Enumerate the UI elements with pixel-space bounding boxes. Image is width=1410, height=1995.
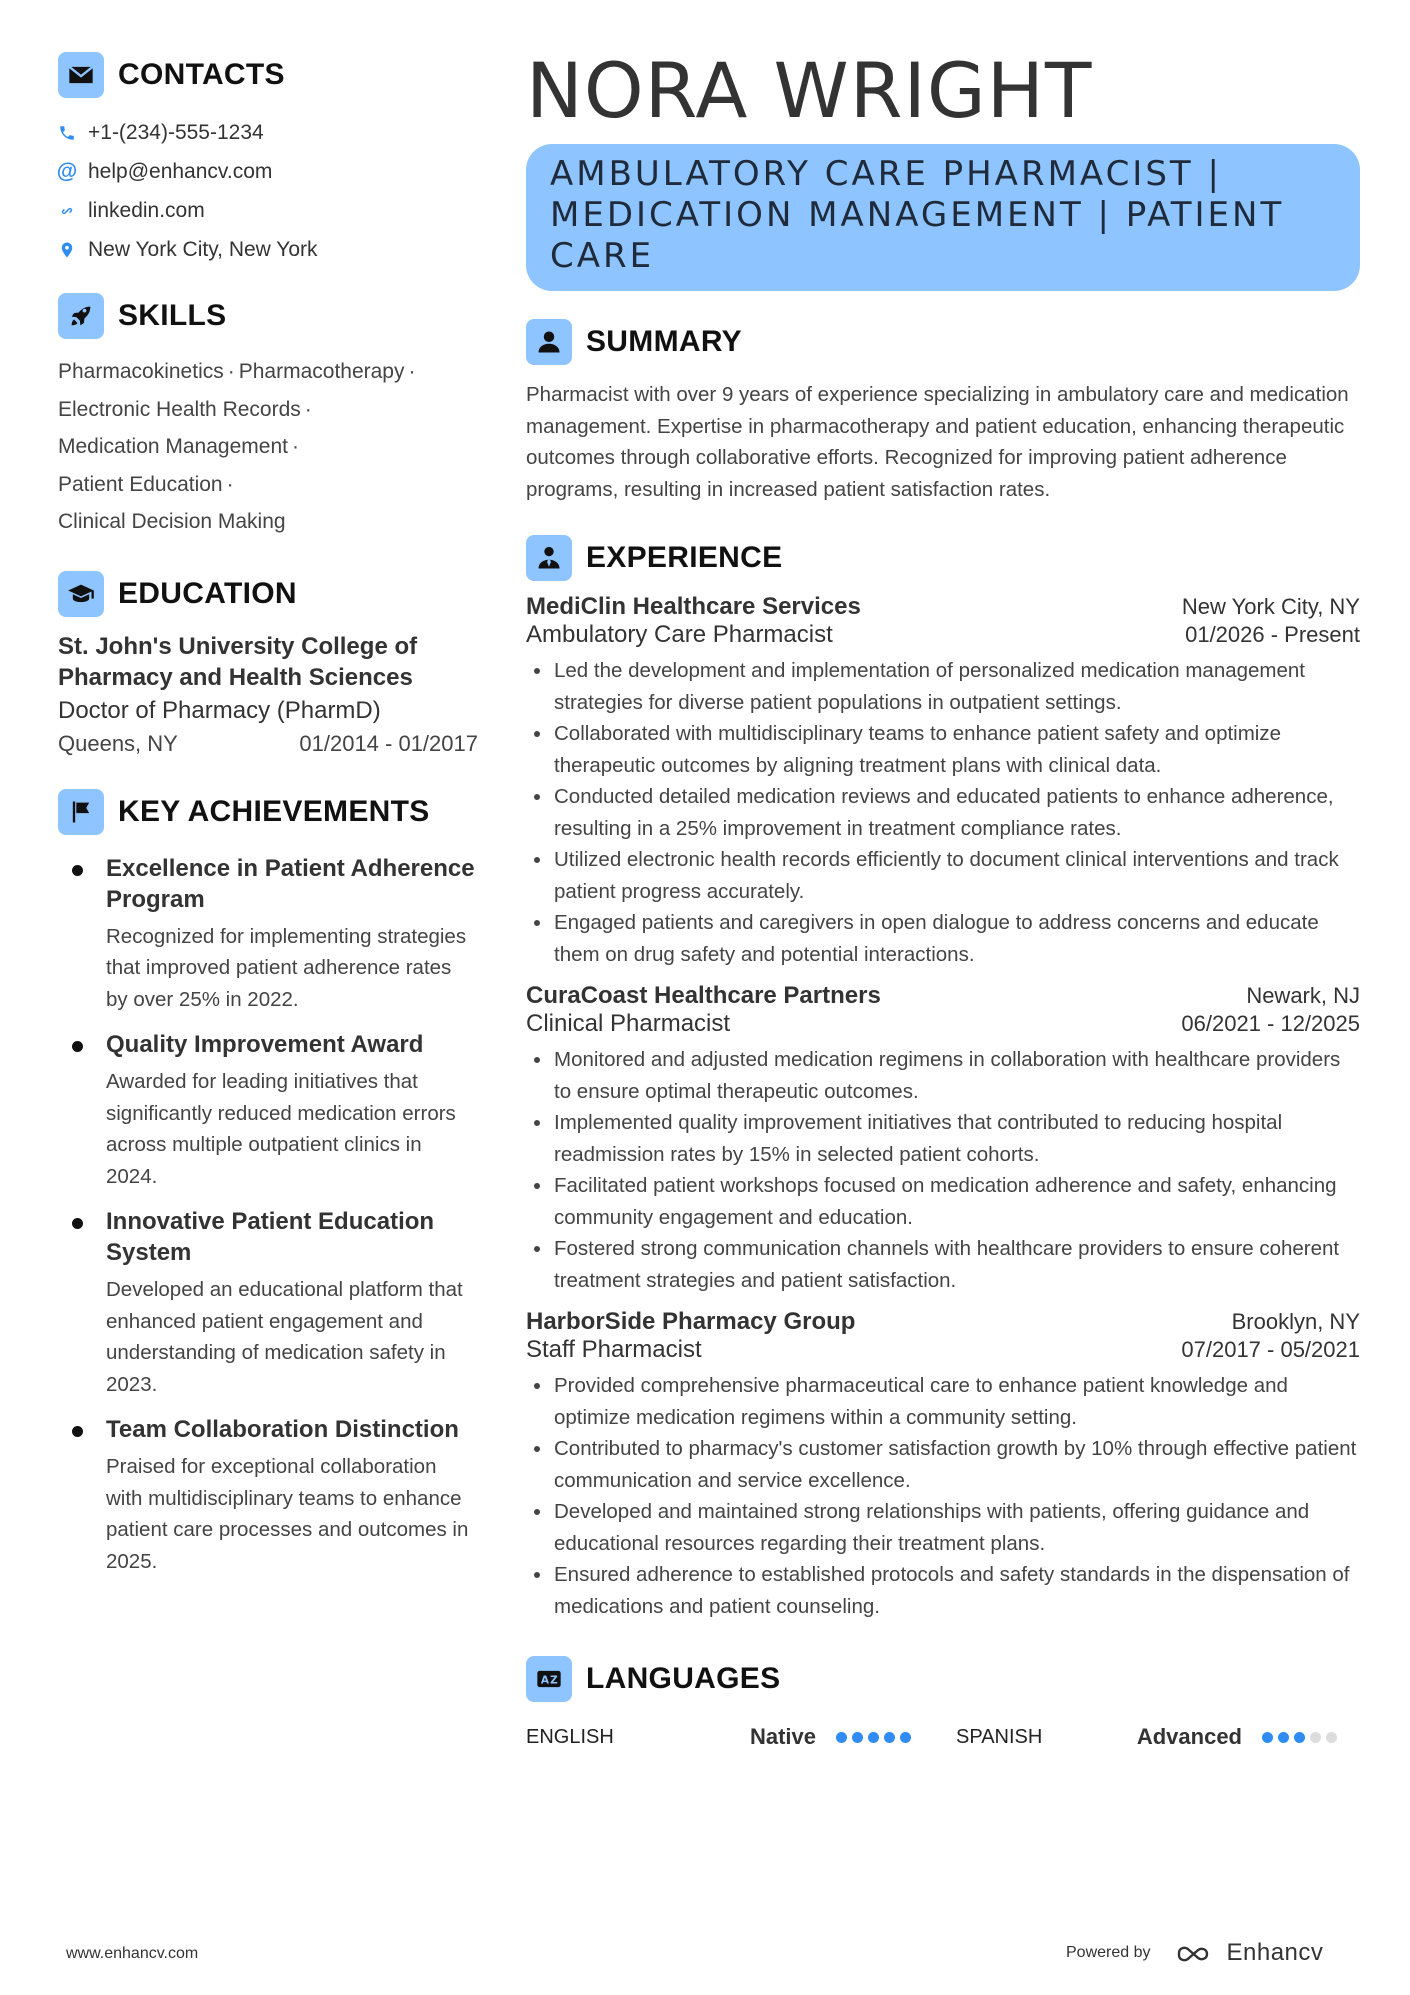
rating-dot [852, 1732, 863, 1743]
headline-line: MEDICATION MANAGEMENT | PATIENT [550, 195, 1285, 235]
summary-header [526, 319, 1360, 365]
language-name: ENGLISH [526, 1725, 614, 1748]
job-company: HarborSide Pharmacy Group [526, 1308, 856, 1335]
job-location: Brooklyn, NY [1231, 1309, 1360, 1334]
achievements-heading: KEY ACHIEVEMENTS [118, 794, 430, 828]
contact-linkedin[interactable] [58, 198, 478, 224]
education-heading: EDUCATION [118, 576, 297, 610]
education-dates: 01/2014 - 01/2017 [299, 730, 478, 756]
experience-heading: EXPERIENCE [586, 541, 783, 574]
flag-icon [58, 789, 104, 835]
enhancv-logo-icon [1175, 1941, 1221, 1965]
skill-item: Patient Education [58, 472, 223, 496]
link-icon [58, 201, 76, 221]
skills-line-5 [58, 503, 478, 541]
achievement-item [58, 1414, 478, 1577]
rating-dot [836, 1732, 847, 1743]
job-bullet: Ensured adherence to established protocols and safety standards in the dispensation of medications and patient counseling. [526, 1559, 1360, 1622]
job-bullet: Implemented quality improvement initiatives that contributed to reducing hospital readmission rates by 15% in selected patient cohorts. [526, 1107, 1360, 1170]
rating-dot [884, 1732, 895, 1743]
achievement-item [58, 853, 478, 1016]
language-item [956, 1724, 1360, 1750]
rating-dot [900, 1732, 911, 1743]
rating-dot [1294, 1732, 1305, 1743]
powered-by-text: Powered by [1066, 1944, 1151, 1961]
summary-text: Pharmacist with over 9 years of experience specializing in ambulatory care and medication management. Expertise in pharmacotherapy and patient education, enhancing therapeutic outcomes through collaborative efforts. Recognized for improving patient adherence programs, resulting in increased patient satisfaction rates. [526, 383, 1349, 501]
briefcase-person-icon [526, 535, 572, 581]
rating-dot [1326, 1732, 1337, 1743]
contacts-heading: CONTACTS [118, 58, 285, 91]
contacts-header [58, 52, 478, 98]
rating-dot [868, 1732, 879, 1743]
job-role: Ambulatory Care Pharmacist [526, 621, 833, 648]
achievement-desc: Recognized for implementing strategies that improved patient adherence rates by over 25% in 2022. [106, 924, 467, 1011]
person-icon [526, 319, 572, 365]
job-bullet: Conducted detailed medication reviews and educated patients to enhance adherence, resulting in a 25% improvement in treatment compliance rates. [526, 781, 1360, 844]
bullet-icon [72, 865, 83, 876]
achievement-item [58, 1206, 478, 1400]
education-school: St. John's University College of Pharmacy and Health Sciences [58, 632, 418, 691]
contact-location [58, 237, 478, 263]
headline-box [526, 144, 1360, 291]
education-entry [58, 631, 478, 757]
skill-item: Pharmacokinetics [58, 360, 224, 383]
experience-header [526, 535, 1360, 581]
right-column [526, 46, 1360, 1750]
job-entry [526, 593, 1360, 970]
rating-dot [1262, 1732, 1273, 1743]
achievement-desc: Developed an educational platform that enhanced patient engagement and understanding of medication safety in 2023. [106, 1278, 463, 1396]
job-role: Clinical Pharmacist [526, 1010, 731, 1037]
contact-email[interactable] [58, 159, 478, 185]
job-bullet: Developed and maintained strong relationships with patients, offering guidance and educational resources regarding their treatment plans. [526, 1496, 1360, 1559]
footer-brand [1066, 1939, 1323, 1967]
job-company: MediClin Healthcare Services [526, 593, 861, 620]
job-bullet: Led the development and implementation of personalized medication management strategies for diverse patient populations in outpatient settings. [526, 655, 1360, 718]
job-entry [526, 1308, 1360, 1622]
language-level: Native [749, 1724, 816, 1749]
language-item [526, 1724, 956, 1750]
svg-text:A: A [540, 1674, 549, 1687]
language-name: SPANISH [956, 1725, 1043, 1748]
svg-text:Z: Z [550, 1674, 558, 1687]
bullet-icon [72, 1426, 83, 1437]
skills-line-4: Patient Education · [58, 472, 234, 496]
achievement-desc: Praised for exceptional collaboration with multidisciplinary teams to enhance patient care processes and outcomes in 2025. [106, 1455, 469, 1573]
rocket-icon [58, 293, 104, 339]
achievement-title: Team Collaboration Distinction [106, 1416, 459, 1443]
education-meta [58, 731, 478, 757]
languages-row [526, 1724, 1360, 1750]
skill-item: Medication Management [58, 435, 288, 458]
brand-name: Enhancv [1226, 1939, 1324, 1966]
job-bullet: Collaborated with multidisciplinary teams to enhance patient safety and optimize therapeutic outcomes by aligning treatment plans with clinical data. [526, 718, 1360, 781]
achievements-header [58, 789, 478, 835]
headline-line: CARE [550, 236, 655, 276]
contact-email-text: help@enhancv.com [88, 160, 273, 183]
bullet-icon [72, 1218, 83, 1229]
skill-item: Electronic Health Records [58, 397, 301, 421]
language-level: Advanced [1136, 1724, 1242, 1749]
headline-line: AMBULATORY CARE PHARMACIST | [550, 154, 1222, 194]
job-bullet: Contributed to pharmacy's customer satisfaction growth by 10% through effective patient communication and service excellence. [526, 1433, 1360, 1496]
job-bullet: Facilitated patient workshops focused on medication adherence and safety, enhancing community engagement and education. [526, 1170, 1360, 1233]
envelope-icon [58, 52, 104, 98]
achievement-title: Excellence in Patient Adherence Program [106, 854, 475, 913]
job-bullet: Fostered strong communication channels with healthcare providers to ensure coherent treatment strategies and patient satisfaction. [526, 1233, 1360, 1296]
achievement-item [58, 1029, 478, 1192]
job-location: New York City, NY [1181, 594, 1360, 619]
contact-phone[interactable] [58, 120, 478, 146]
left-column [58, 52, 478, 1591]
rating-dot [1310, 1732, 1321, 1743]
skills-line-2: Electronic Health Records · [58, 397, 312, 421]
job-bullet: Provided comprehensive pharmaceutical care to enhance patient knowledge and optimize medication regimens within a community setting. [526, 1370, 1360, 1433]
achievement-title: Quality Improvement Award [106, 1031, 424, 1058]
candidate-name: NORA WRIGHT [526, 46, 1093, 135]
job-company: CuraCoast Healthcare Partners [526, 982, 881, 1009]
summary-heading: SUMMARY [586, 325, 742, 358]
education-location: Queens, NY [58, 730, 178, 756]
languages-header [526, 1656, 1360, 1702]
skills-header [58, 293, 478, 339]
bullet-icon [72, 1041, 83, 1052]
skills-list [58, 353, 478, 541]
job-location: Newark, NJ [1246, 983, 1360, 1008]
job-dates: 06/2021 - 12/2025 [1181, 1011, 1360, 1036]
job-dates: 01/2026 - Present [1185, 622, 1360, 647]
skills-line-1: Pharmacokinetics · Pharmacotherapy · [58, 360, 416, 383]
achievement-title: Innovative Patient Education System [106, 1208, 435, 1266]
education-degree: Doctor of Pharmacy (PharmD) [58, 696, 381, 724]
map-pin-icon [58, 240, 76, 260]
skills-line-3: Medication Management · [58, 435, 299, 458]
languages-heading: LANGUAGES [586, 1662, 781, 1695]
contact-location-text: New York City, New York [88, 238, 318, 261]
at-icon: @ [56, 160, 78, 183]
achievement-desc: Awarded for leading initiatives that significantly reduced medication errors across multiple outpatient clinics in 2024. [106, 1070, 456, 1188]
graduation-cap-icon [58, 571, 104, 617]
contact-phone-text: +1-(234)-555-1234 [88, 121, 264, 144]
job-bullet: Monitored and adjusted medication regimens in collaboration with healthcare providers to ensure optimal therapeutic outcomes. [526, 1044, 1360, 1107]
skill-item: Pharmacotherapy [238, 360, 405, 383]
job-bullet: Utilized electronic health records efficiently to document clinical interventions and track patient progress accurately. [526, 844, 1360, 907]
language-rating [836, 1732, 916, 1743]
job-entry [526, 982, 1360, 1296]
contact-linkedin-text: linkedin.com [88, 199, 205, 222]
skills-heading: SKILLS [118, 299, 227, 332]
job-role: Staff Pharmacist [526, 1336, 702, 1363]
translate-icon [526, 1656, 572, 1702]
language-rating [1262, 1732, 1342, 1743]
skill-item: Clinical Decision Making [58, 510, 286, 533]
phone-icon [58, 123, 76, 143]
job-bullet: Engaged patients and caregivers in open dialogue to address concerns and educate them on drug safety and potential interactions. [526, 907, 1360, 970]
job-dates: 07/2017 - 05/2021 [1181, 1337, 1360, 1362]
footer-website[interactable]: www.enhancv.com [66, 1945, 199, 1962]
education-header [58, 571, 478, 617]
rating-dot [1278, 1732, 1289, 1743]
